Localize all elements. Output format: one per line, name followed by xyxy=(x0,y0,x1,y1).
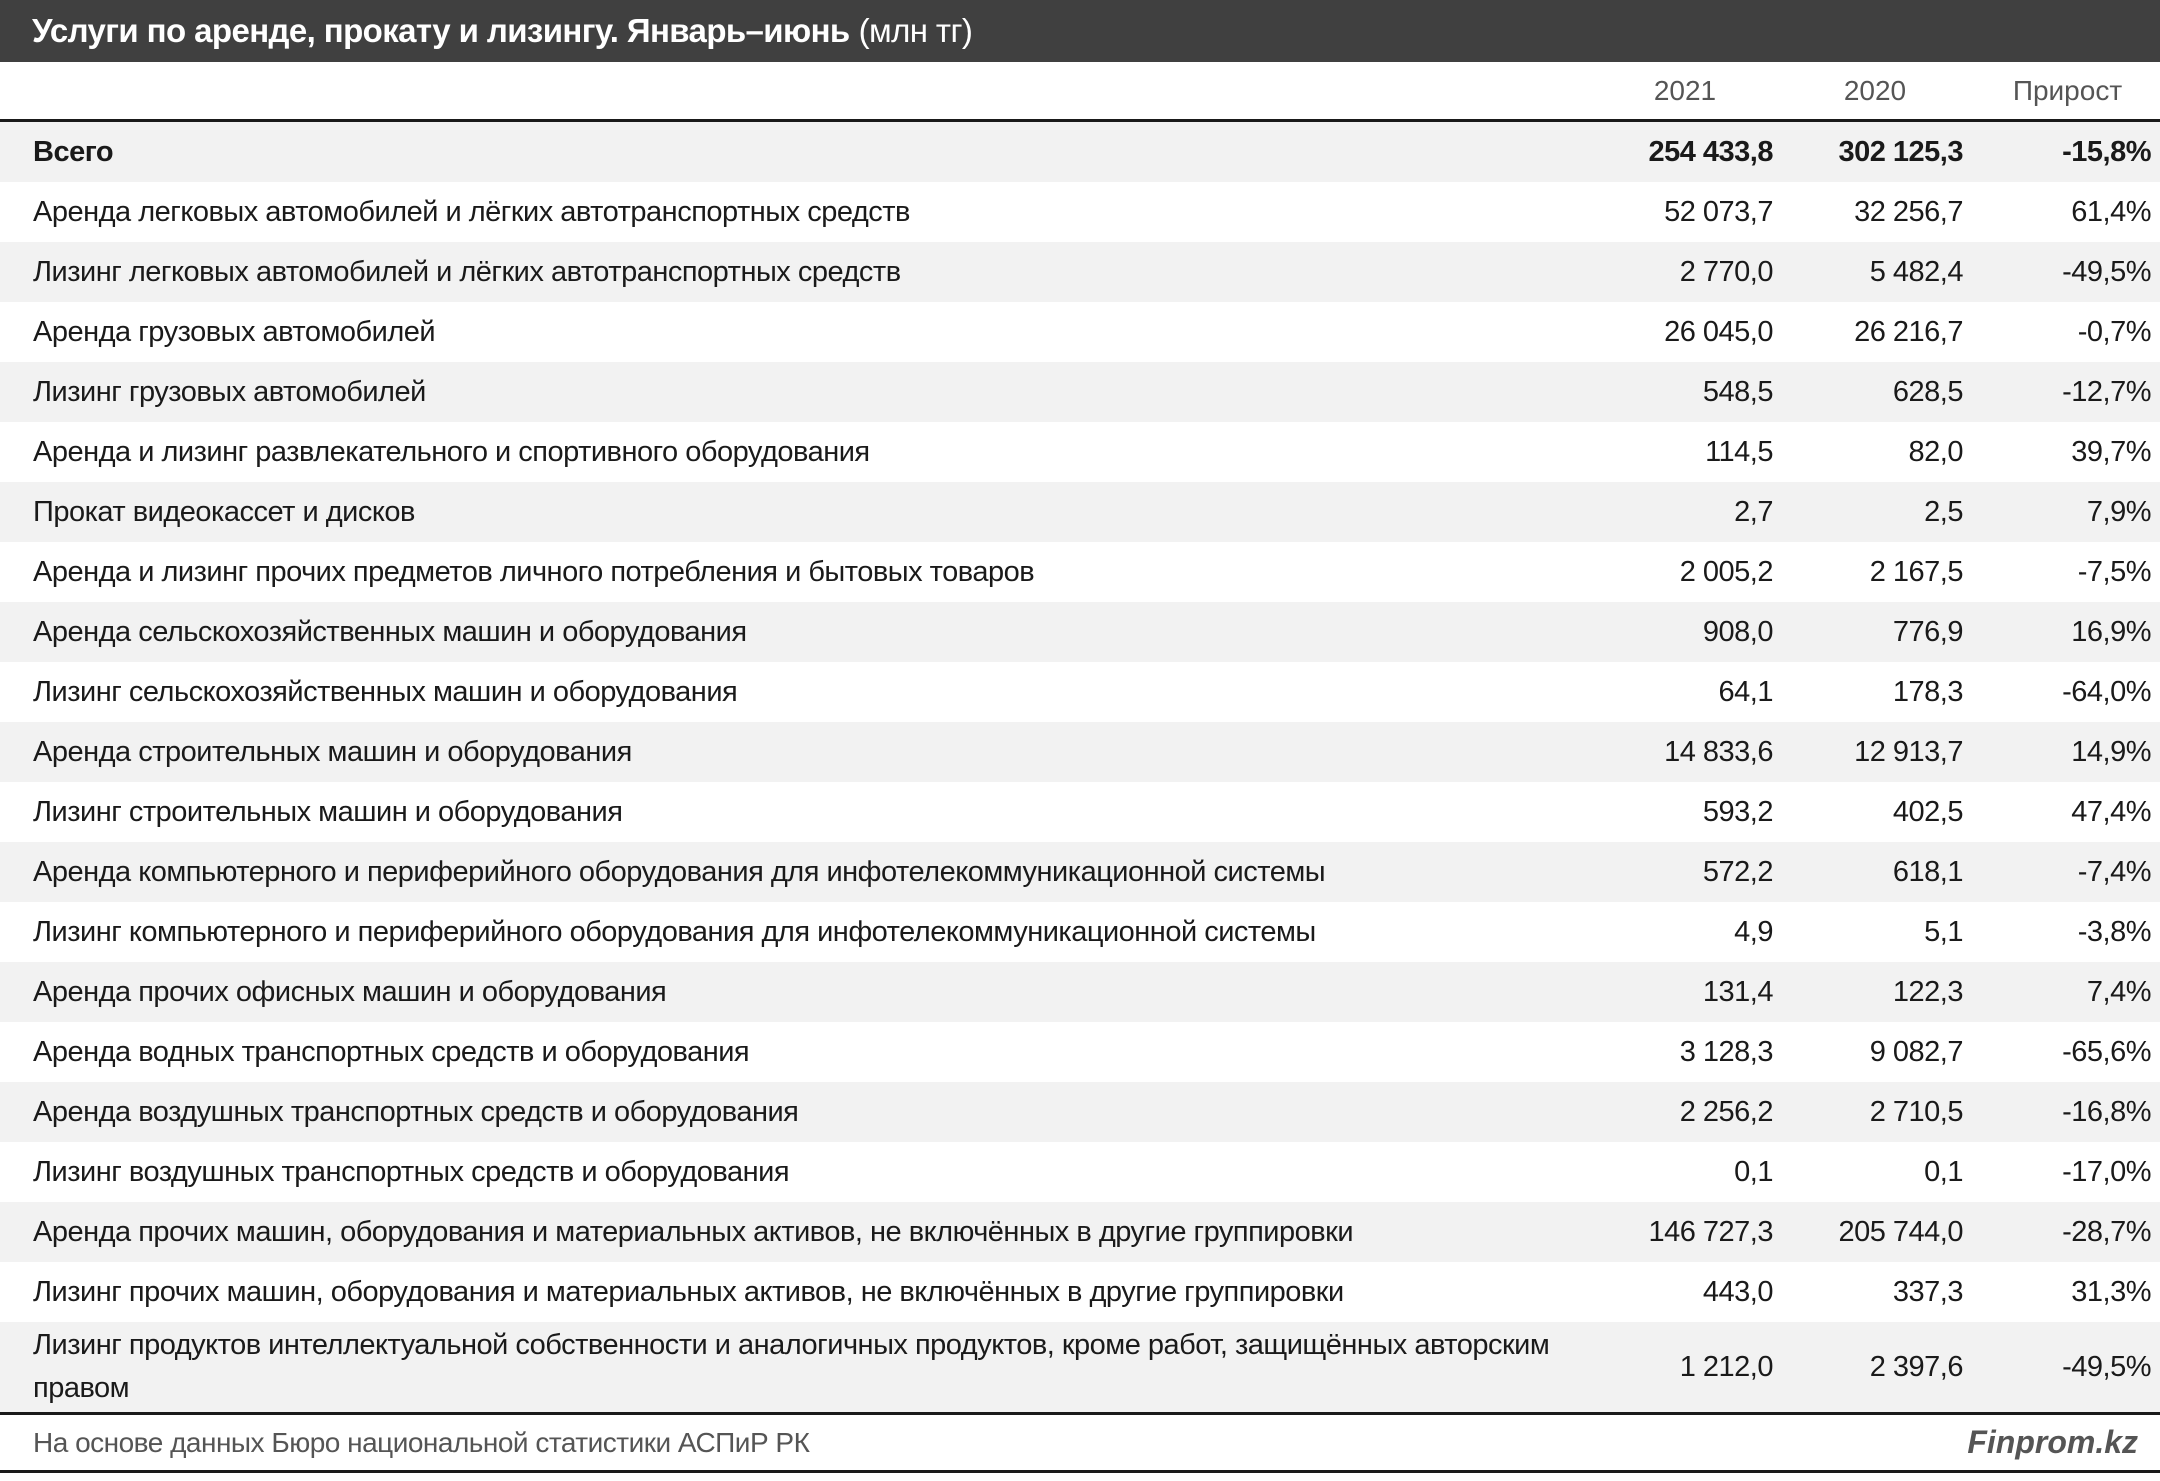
rental-services-table xyxy=(0,62,2160,1473)
table-row xyxy=(0,842,2160,902)
value-growth: 47,4% xyxy=(2071,795,2151,828)
value-2021: 146 727,3 xyxy=(1648,1215,1773,1248)
value-2021: 3 128,3 xyxy=(1679,1035,1773,1068)
value-2021: 548,5 xyxy=(1702,375,1773,408)
value-2021: 4,9 xyxy=(1734,915,1773,948)
value-2021: 52 073,7 xyxy=(1664,195,1773,228)
table-unit: (млн тг) xyxy=(858,12,973,49)
value-2021: 254 433,8 xyxy=(1648,135,1773,168)
value-growth: 31,3% xyxy=(2071,1275,2151,1308)
value-2020: 178,3 xyxy=(1892,675,1963,708)
value-2021: 908,0 xyxy=(1702,615,1773,648)
table-row xyxy=(0,782,2160,842)
row-label: Аренда грузовых автомобилей xyxy=(33,315,436,348)
value-growth: -12,7% xyxy=(2062,375,2151,408)
value-2020: 402,5 xyxy=(1892,795,1963,828)
value-growth: -7,5% xyxy=(2077,555,2151,588)
value-2021: 26 045,0 xyxy=(1664,315,1773,348)
table-row xyxy=(0,602,2160,662)
table-row-total xyxy=(0,122,2160,182)
value-2020: 2,5 xyxy=(1924,495,1963,528)
value-2021: 2 005,2 xyxy=(1679,555,1773,588)
table-row xyxy=(0,302,2160,362)
row-label: Лизинг компьютерного и периферийного оборудования для инфотелекоммуникационной системы xyxy=(33,915,1316,948)
value-2021: 64,1 xyxy=(1718,675,1773,708)
table-row xyxy=(0,242,2160,302)
row-label: Аренда воздушных транспортных средств и оборудования xyxy=(33,1095,799,1128)
value-2021: 14 833,6 xyxy=(1664,735,1773,768)
column-header-2020: 2020 xyxy=(1843,74,1907,106)
value-2020: 2 167,5 xyxy=(1869,555,1963,588)
value-2021: 2 256,2 xyxy=(1679,1095,1773,1128)
table-row xyxy=(0,542,2160,602)
row-label: Всего xyxy=(33,135,114,168)
value-growth: -15,8% xyxy=(2062,135,2151,168)
row-label: Лизинг прочих машин, оборудования и материальных активов, не включённых в другие группировки xyxy=(33,1275,1344,1308)
row-label: Прокат видеокассет и дисков xyxy=(33,495,415,528)
row-label: Лизинг сельскохозяйственных машин и оборудования xyxy=(33,675,738,708)
table-row xyxy=(0,962,2160,1022)
value-2021: 2 770,0 xyxy=(1679,255,1773,288)
value-growth: -49,5% xyxy=(2062,1350,2151,1383)
value-2021: 0,1 xyxy=(1734,1155,1773,1188)
table-row xyxy=(0,902,2160,962)
table-row xyxy=(0,1322,2160,1412)
value-2020: 2 710,5 xyxy=(1869,1095,1963,1128)
value-2021: 114,5 xyxy=(1705,435,1773,468)
value-2020: 618,1 xyxy=(1892,855,1963,888)
table-header-row xyxy=(0,62,2160,122)
value-2020: 628,5 xyxy=(1892,375,1963,408)
table-title: Услуги по аренде, прокату и лизингу. Январь–июнь xyxy=(32,12,850,49)
table-row xyxy=(0,482,2160,542)
value-growth: 7,4% xyxy=(2086,975,2151,1008)
row-label: Аренда и лизинг прочих предметов личного потребления и бытовых товаров xyxy=(33,555,1035,588)
brand-logo: Finprom.kz xyxy=(1967,1424,2138,1460)
value-growth: -3,8% xyxy=(2077,915,2151,948)
value-2020: 122,3 xyxy=(1892,975,1963,1008)
value-2020: 776,9 xyxy=(1892,615,1963,648)
table-row xyxy=(0,182,2160,242)
value-growth: 7,9% xyxy=(2086,495,2151,528)
value-2020: 337,3 xyxy=(1892,1275,1963,1308)
table-row xyxy=(0,722,2160,782)
source-note: На основе данных Бюро национальной статистики АСПиР РК xyxy=(33,1426,810,1458)
value-2021: 593,2 xyxy=(1702,795,1773,828)
table-row xyxy=(0,1262,2160,1322)
row-label: Аренда прочих машин, оборудования и материальных активов, не включённых в другие группировки xyxy=(33,1215,1354,1248)
table-row xyxy=(0,1022,2160,1082)
table-row xyxy=(0,1142,2160,1202)
value-2020: 0,1 xyxy=(1924,1155,1963,1188)
value-growth: -28,7% xyxy=(2062,1215,2151,1248)
value-2021: 572,2 xyxy=(1702,855,1773,888)
value-growth: 16,9% xyxy=(2071,615,2151,648)
value-growth: -7,4% xyxy=(2077,855,2151,888)
row-label: Аренда и лизинг развлекательного и спортивного оборудования xyxy=(33,435,870,468)
value-2020: 82,0 xyxy=(1908,435,1963,468)
value-2021: 1 212,0 xyxy=(1679,1350,1773,1383)
column-header-2021: 2021 xyxy=(1653,74,1717,106)
table-row xyxy=(0,1082,2160,1142)
value-growth: -0,7% xyxy=(2077,315,2151,348)
table-row xyxy=(0,1202,2160,1262)
row-label: Лизинг продуктов интеллектуальной собственности и аналогичных продуктов, кроме работ, защищённых авторским правом xyxy=(33,1329,1550,1404)
value-2020: 205 744,0 xyxy=(1838,1215,1963,1248)
row-label: Аренда легковых автомобилей и лёгких автотранспортных средств xyxy=(33,195,910,228)
value-2021: 2,7 xyxy=(1734,495,1773,528)
value-growth: -49,5% xyxy=(2062,255,2151,288)
table-row xyxy=(0,422,2160,482)
value-2020: 12 913,7 xyxy=(1854,735,1963,768)
row-label: Аренда прочих офисных машин и оборудования xyxy=(33,975,667,1008)
table-title-bar xyxy=(0,0,2160,62)
value-growth: -65,6% xyxy=(2062,1035,2151,1068)
table-footer xyxy=(0,1415,2160,1473)
value-2020: 9 082,7 xyxy=(1869,1035,1963,1068)
row-label: Лизинг легковых автомобилей и лёгких автотранспортных средств xyxy=(33,255,901,288)
value-growth: -64,0% xyxy=(2062,675,2151,708)
row-label: Аренда компьютерного и периферийного оборудования для инфотелекоммуникационной системы xyxy=(33,855,1326,888)
value-2020: 32 256,7 xyxy=(1854,195,1963,228)
value-2021: 131,4 xyxy=(1702,975,1773,1008)
value-growth: 14,9% xyxy=(2071,735,2151,768)
row-label: Аренда сельскохозяйственных машин и оборудования xyxy=(33,615,747,648)
value-2020: 5 482,4 xyxy=(1869,255,1963,288)
value-2020: 2 397,6 xyxy=(1869,1350,1963,1383)
value-growth: -17,0% xyxy=(2062,1155,2151,1188)
value-2020: 5,1 xyxy=(1924,915,1963,948)
row-label: Аренда строительных машин и оборудования xyxy=(33,735,632,768)
value-growth: 39,7% xyxy=(2071,435,2151,468)
table-row xyxy=(0,662,2160,722)
value-2020: 302 125,3 xyxy=(1838,135,1963,168)
row-label: Лизинг воздушных транспортных средств и оборудования xyxy=(33,1155,790,1188)
row-label: Лизинг грузовых автомобилей xyxy=(33,375,426,408)
table-row xyxy=(0,362,2160,422)
row-label: Аренда водных транспортных средств и оборудования xyxy=(33,1035,750,1068)
value-growth: -16,8% xyxy=(2062,1095,2151,1128)
row-label: Лизинг строительных машин и оборудования xyxy=(33,795,623,828)
value-growth: 61,4% xyxy=(2071,195,2151,228)
value-2021: 443,0 xyxy=(1702,1275,1773,1308)
value-2020: 26 216,7 xyxy=(1854,315,1963,348)
column-header-growth: Прирост xyxy=(2012,74,2123,106)
